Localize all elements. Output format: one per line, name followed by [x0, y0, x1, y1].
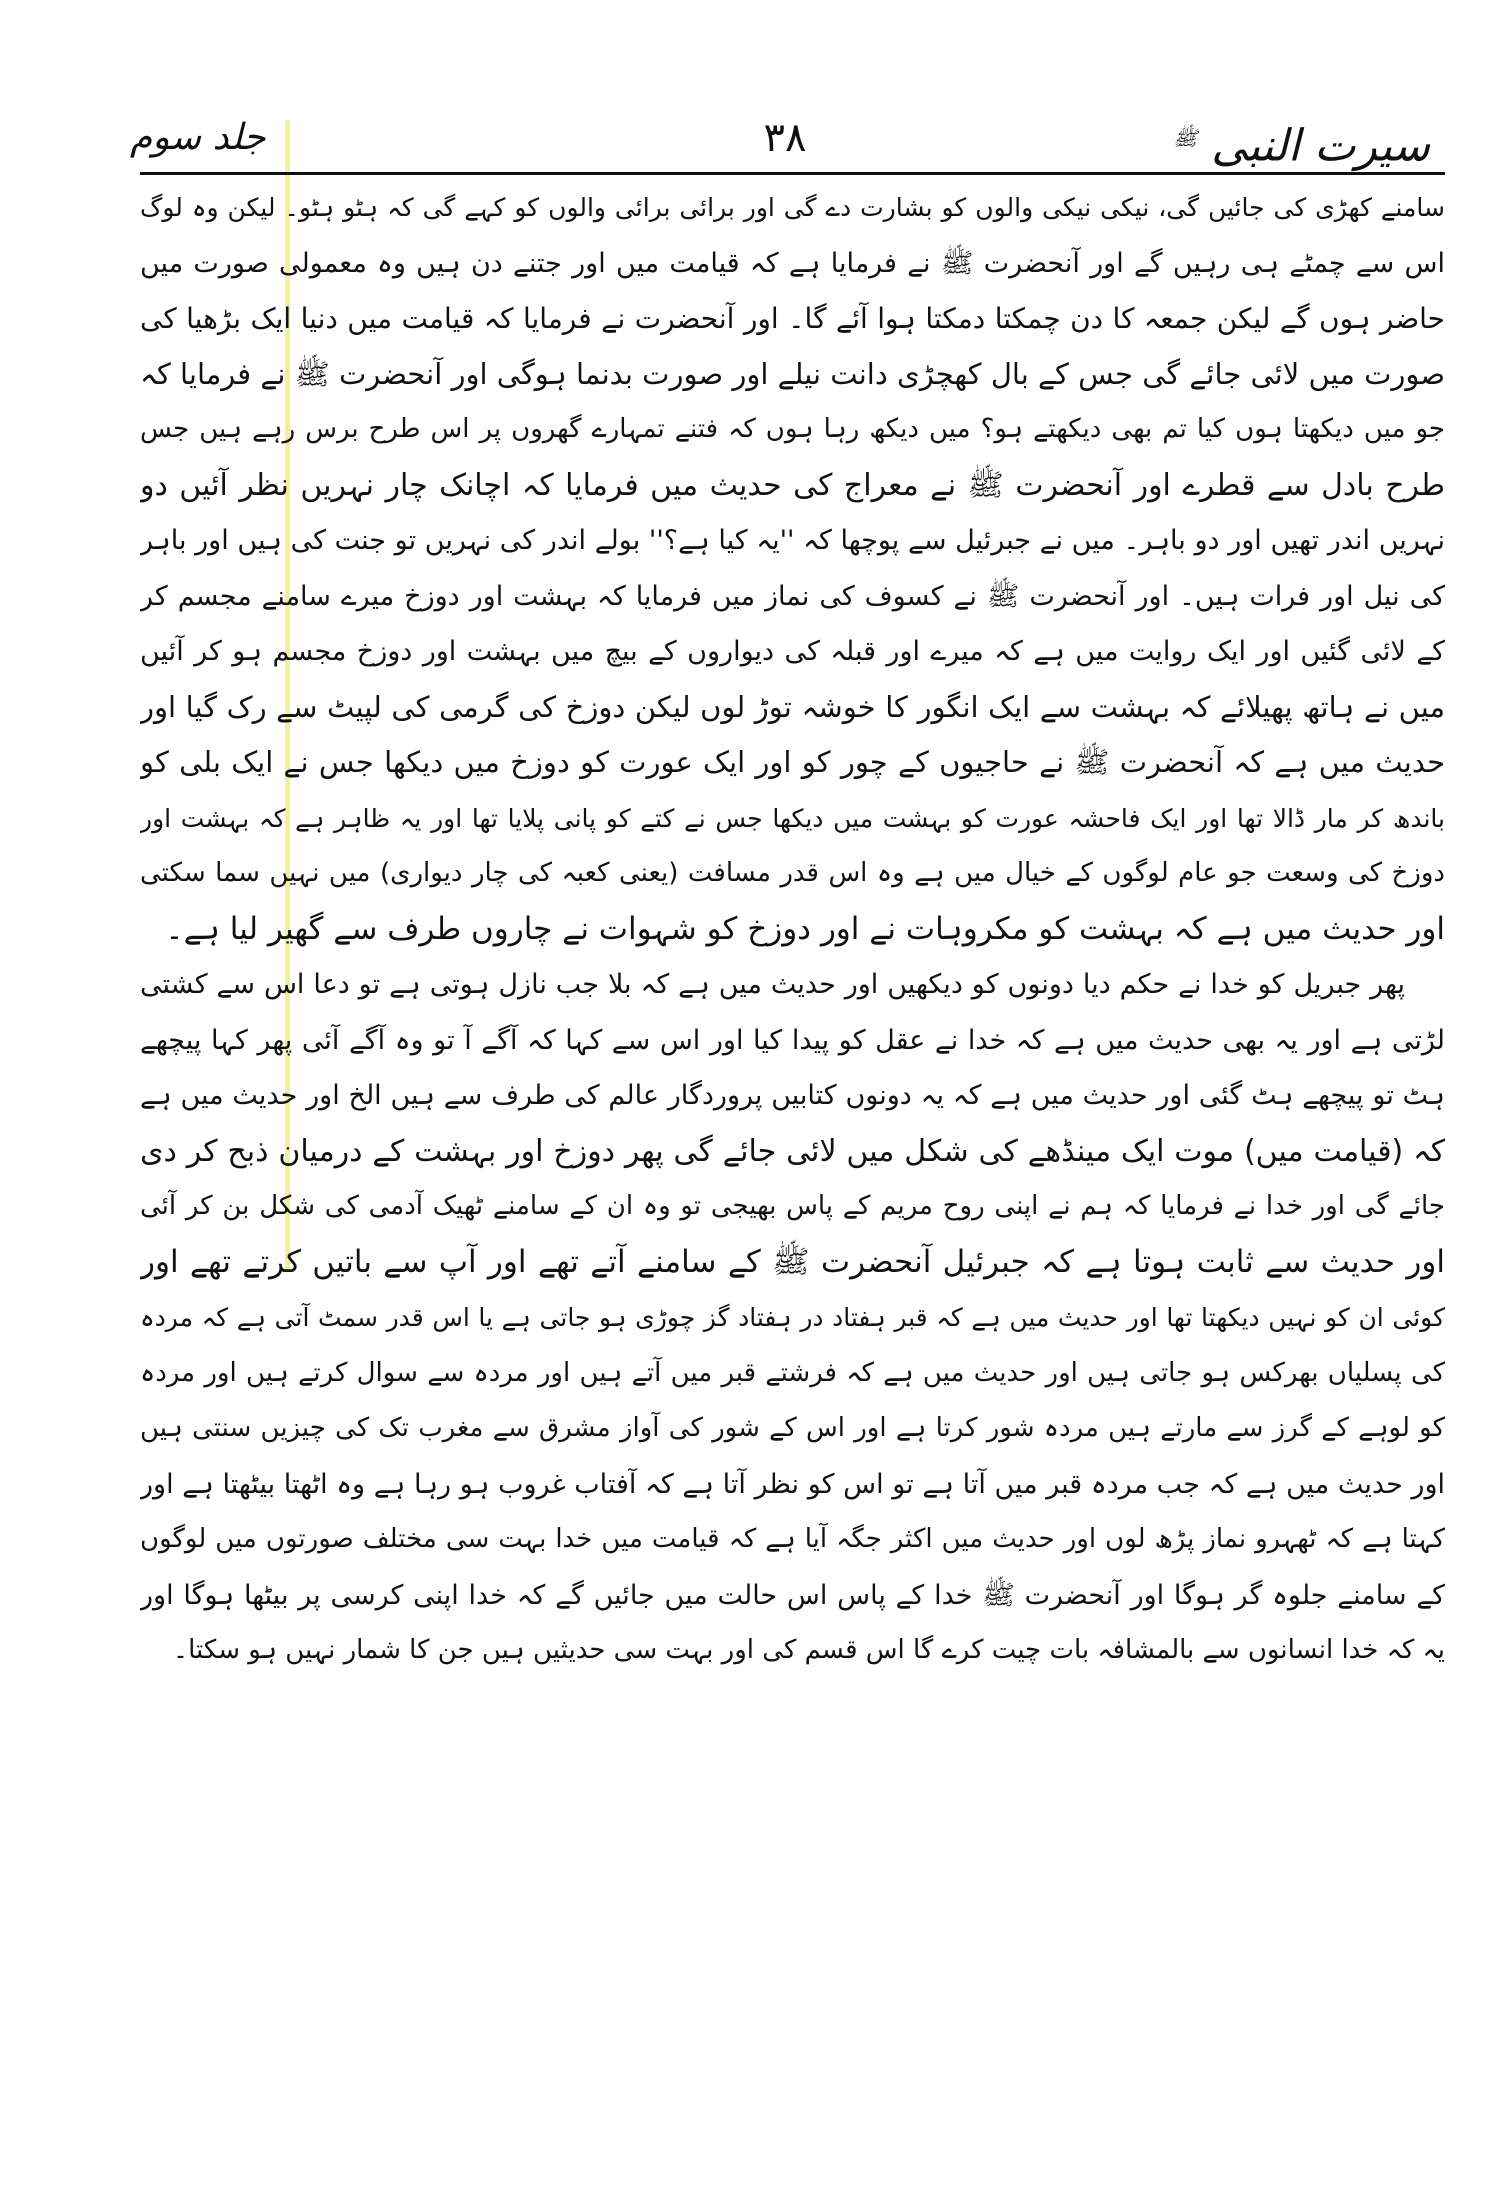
text-line: کی نیل اور فرات ہیں۔ اور آنحضرت ﷺ نے کسوف کی نماز میں فرمایا کہ بہشت اور دوزخ میرے سامنے مجسم کر — [140, 580, 1445, 612]
text-line: پھر جبریل کو خدا نے حکم دیا دونوں کو دیکھیں اور حدیث میں ہے کہ بلا جب نازل ہوتی ہے تو دعا اس سے کشتی — [140, 969, 1405, 1000]
text-line: اور حدیث میں ہے کہ بہشت کو مکروہات نے اور دوزخ کو شہوات نے چاروں طرف سے گھیر لیا ہے۔ — [165, 910, 1445, 947]
text-line: کی پسلیاں بھرکس ہو جاتی ہیں اور حدیث میں ہے کہ فرشتے قبر میں آتے ہیں اور مردہ سے سوال کرتے ہیں اور مردہ — [140, 1357, 1445, 1388]
text-line: میں نے ہاتھ پھیلائے کہ بہشت سے ایک انگور کا خوشہ توڑ لوں لیکن دوزخ کی گرمی کی لپیٹ سے رک گیا اور — [140, 689, 1445, 724]
text-line: طرح بادل سے قطرے اور آنحضرت ﷺ نے معراج کی حدیث میں فرمایا کہ اچانک چار نہریں نظر آئیں دو — [140, 467, 1445, 503]
text-line: لڑتی ہے اور یہ بھی حدیث میں ہے کہ خدا نے عقل کو پیدا کیا اور اس سے کہا کہ آگے آ تو وہ آگے آئی پھر کہا پیچھے — [140, 1024, 1445, 1056]
text-line: صورت میں لائی جائے گی جس کے بال کھچڑی دانت نیلے اور صورت بدنما ہوگی اور آنحضرت ﷺ نے فرمایا کہ — [140, 356, 1445, 391]
text-line: جو میں دیکھتا ہوں کیا تم بھی دیکھتے ہو؟ میں دیکھ رہا ہوں کہ فتنے تمہارے گھروں پر اس طرح برس رہے ہیں جس — [140, 414, 1445, 444]
text-line: کہ (قیامت میں) موت ایک مینڈھے کی شکل میں لائی جائے گی پھر دوزخ اور بہشت کے درمیان ذبح کر دی — [140, 1133, 1445, 1169]
text-line: کہتا ہے کہ ٹھہرو نماز پڑھ لوں اور حدیث میں اکثر جگہ آیا ہے کہ قیامت میں خدا بہت سی مختلف صورتوں میں لوگوں — [140, 1524, 1445, 1554]
page-number: ۳۸ — [763, 115, 807, 161]
text-line: کو لوہے کے گرز سے مارتے ہیں مردہ شور کرتا ہے اور اس کے شور کی آواز مشرق سے مغرب تک کی چیزیں سنتی ہیں — [140, 1413, 1445, 1443]
text-line: اور حدیث سے ثابت ہوتا ہے کہ جبرئیل آنحضرت ﷺ کے سامنے آتے تھے اور آپ سے باتیں کرتے تھے اور — [140, 1243, 1445, 1280]
text-line: حاضر ہوں گے لیکن جمعہ کا دن چمکتا دمکتا ہوا آئے گا۔ اور آنحضرت نے فرمایا کہ قیامت میں دنیا ایک بڑھیا کی — [140, 302, 1445, 335]
text-line: جائے گی اور خدا نے فرمایا کہ ہم نے اپنی روح مریم کے پاس بھیجی تو وہ ان کے سامنے ٹھیک آدمی کی شکل بن کر آئی — [140, 1191, 1445, 1221]
page-body — [140, 180, 1445, 1679]
page-header — [130, 108, 1440, 172]
text-line: حدیث میں ہے کہ آنحضرت ﷺ نے حاجیوں کے چور کو اور ایک عورت کو دوزخ میں دیکھا جس نے ایک بلی کو — [140, 745, 1445, 779]
volume-label: جلد سوم — [130, 117, 266, 158]
text-line: کے سامنے جلوہ گر ہوگا اور آنحضرت ﷺ خدا کے پاس اس حالت میں جائیں گے کہ خدا اپنی کرسی پر بیٹھا ہوگا اور — [140, 1579, 1445, 1611]
text-line: یہ کہ خدا انسانوں سے بالمشافہ بات چیت کرے گا اس قسم کی اور بہت سی حدیثیں ہیں جن کا شمار نہیں ہو سکتا۔ — [172, 1635, 1445, 1665]
text-line: کوئی ان کو نہیں دیکھتا تھا اور حدیث میں ہے کہ قبر ہفتاد در ہفتاد گز چوڑی ہو جاتی ہے یا اس قدر سمٹ آتی ہے کہ مردہ — [140, 1303, 1445, 1332]
honorific-symbol: ﷺ — [1173, 126, 1198, 150]
text-line: باندھ کر مار ڈالا تھا اور ایک فاحشہ عورت کو بہشت میں دیکھا جس نے کتے کو پانی پلایا تھا اور یہ ظاہر ہے کہ بہشت اور — [140, 803, 1445, 833]
text-line: اور حدیث میں ہے کہ جب مردہ قبر میں آتا ہے تو اس کو نظر آتا ہے کہ آفتاب غروب ہو رہا ہے وہ اٹھتا بیٹھتا ہے اور — [140, 1468, 1445, 1500]
text-line: دوزخ کی وسعت جو عام لوگوں کے خیال میں ہے وہ اس قدر مسافت (یعنی کعبہ کی چار دیواری) میں نہیں سما سکتی — [140, 858, 1445, 888]
text-line: اس سے چمٹے ہی رہیں گے اور آنحضرت ﷺ نے فرمایا ہے کہ قیامت میں اور جتنے دن ہیں وہ معمولی صورت میں — [140, 247, 1445, 279]
text-line: ہٹ تو پیچھے ہٹ گئی اور حدیث میں ہے کہ یہ دونوں کتابیں پروردگار عالم کی طرف سے ہیں الخ اور حدیث میں ہے — [140, 1080, 1445, 1111]
header-rule — [140, 172, 1445, 175]
text-line: کے لائی گئیں اور ایک روایت میں ہے کہ میرے اور قبلہ کی دیواروں کے بیچ میں بہشت اور دوزخ مجسم ہو کر آئیں — [140, 636, 1445, 667]
text-line: نہریں اندر تھیں اور دو باہر۔ میں نے جبرئیل سے پوچھا کہ ''یہ کیا ہے؟'' بولے اندر کی نہریں تو جنت کی ہیں اور باہر — [140, 525, 1445, 556]
book-title: سیرت النبی — [1211, 120, 1430, 172]
text-line: سامنے کھڑی کی جائیں گی، نیکی نیکی والوں کو بشارت دے گی اور برائی برائی والوں کو کہے گی کہ ہٹو ہٹو۔ لیکن وہ لوگ — [140, 193, 1445, 222]
